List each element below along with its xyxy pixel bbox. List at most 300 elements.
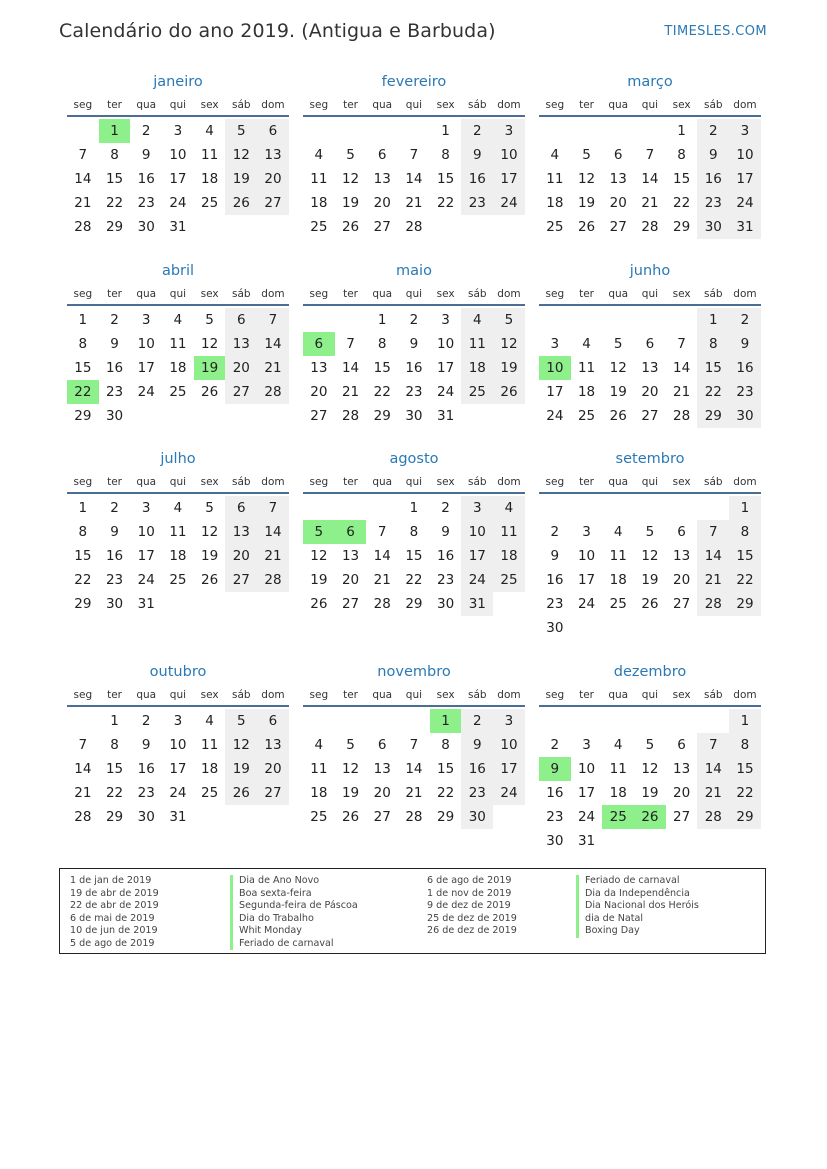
month-11 (303, 662, 525, 829)
day-cell: 14 (74, 171, 92, 187)
day-cell: 4 (550, 147, 560, 163)
day-cell: 21 (373, 572, 391, 588)
day-cell: 12 (201, 524, 219, 540)
day-cell: 26 (341, 219, 360, 235)
weekday-label: qua (136, 689, 157, 701)
day-cell: 20 (310, 384, 328, 400)
day-cell: 28 (405, 809, 423, 825)
day-cell: 20 (673, 572, 691, 588)
day-cell: 11 (609, 761, 627, 777)
weekday-label: qui (405, 476, 423, 488)
day-cell: 10 (729, 143, 761, 167)
empty-cell (666, 308, 698, 332)
day-cell: 26 (577, 219, 596, 235)
month-name: julho (160, 451, 196, 467)
legend-entry: Dia de Ano Novo (230, 875, 358, 888)
day-cell: 30 (546, 620, 564, 636)
weekday-header (303, 95, 525, 117)
empty-cell (67, 119, 99, 143)
weekday-label: sex (436, 99, 455, 111)
day-cell: 17 (169, 171, 187, 187)
day-cell: 28 (257, 380, 289, 404)
legend-entry: Dia do Trabalho (230, 913, 358, 926)
day-cell: 27 (257, 191, 289, 215)
weekday-label: seg (73, 476, 93, 488)
day-cell: 28 (641, 219, 659, 235)
day-cell: 14 (373, 548, 391, 564)
day-cell: 8 (441, 147, 450, 163)
weekday-label: dom (733, 689, 757, 701)
legend-entry: dia de Natal (576, 913, 699, 926)
day-cell: 20 (257, 167, 289, 191)
day-cell: 26 (341, 809, 360, 825)
day-cell: 6 (225, 496, 257, 520)
empty-cell (602, 496, 634, 520)
day-cell: 30 (461, 805, 493, 829)
weekday-label: qua (136, 99, 157, 111)
month-name: setembro (615, 451, 685, 467)
weekday-label: sex (200, 689, 219, 701)
day-cell: 29 (673, 219, 691, 235)
day-cell: 28 (74, 809, 92, 825)
weekday-label: sáb (231, 476, 251, 488)
day-cell: 10 (169, 737, 187, 753)
day-cell: 28 (405, 219, 423, 235)
empty-cell (539, 308, 571, 332)
day-cell: 5 (613, 336, 623, 352)
day-cell: 3 (729, 119, 761, 143)
day-cell: 29 (74, 596, 92, 612)
day-cell: 19 (493, 356, 525, 380)
legend-entry: 1 de nov de 2019 (427, 887, 512, 899)
day-cell: 6 (677, 524, 686, 540)
weekday-header (67, 472, 289, 494)
weekday-label: seg (545, 288, 565, 300)
day-cell: 7 (409, 147, 419, 163)
day-cell: 11 (310, 171, 328, 187)
weekday-label: seg (545, 689, 565, 701)
weekday-label: ter (107, 288, 122, 300)
weekday-label: ter (107, 476, 122, 488)
day-cell: 8 (377, 336, 387, 352)
weekday-label: sáb (703, 99, 723, 111)
day-cell: 26 (609, 408, 627, 424)
day-cell: 9 (729, 332, 761, 356)
day-cell: 16 (461, 757, 493, 781)
day-cell: 22 (673, 195, 691, 211)
day-cell: 25 (310, 219, 328, 235)
day-cell: 24 (437, 384, 455, 400)
day-cell: 12 (577, 171, 596, 187)
day-cell: 25 (310, 809, 328, 825)
day-cell: 9 (409, 336, 419, 352)
day-cell: 4 (205, 123, 214, 139)
day-cell: 10 (493, 733, 525, 757)
weekday-label: qua (372, 689, 393, 701)
day-cell: 2 (697, 119, 729, 143)
day-cell: 7 (78, 737, 88, 753)
day-cell: 18 (201, 171, 219, 187)
day-cell: 24 (577, 809, 596, 825)
day-cell: 17 (577, 785, 596, 801)
day-cell: 30 (437, 596, 455, 612)
day-cell: 30 (137, 219, 155, 235)
day-cell: 23 (461, 191, 493, 215)
holiday-day: 9 (539, 757, 571, 781)
legend-entry: Feriado de carnaval (576, 875, 699, 888)
day-cell: 27 (341, 596, 360, 612)
day-cell: 15 (437, 761, 455, 777)
day-cell: 20 (225, 544, 257, 568)
day-cell: 8 (78, 336, 88, 352)
day-cell: 20 (609, 195, 627, 211)
empty-cell (366, 709, 398, 733)
day-cell: 18 (577, 384, 596, 400)
day-cell: 31 (169, 809, 187, 825)
day-cell: 13 (673, 761, 691, 777)
day-grid (303, 119, 525, 239)
day-cell: 5 (205, 312, 214, 328)
day-cell: 13 (225, 520, 257, 544)
day-cell: 18 (201, 761, 219, 777)
weekday-label: ter (579, 689, 594, 701)
day-cell: 14 (341, 360, 360, 376)
month-name: outubro (149, 664, 207, 680)
day-cell: 26 (201, 384, 219, 400)
weekday-label: qui (405, 99, 423, 111)
day-cell: 3 (461, 496, 493, 520)
empty-cell (335, 709, 367, 733)
day-cell: 15 (105, 171, 124, 187)
day-cell: 10 (577, 548, 596, 564)
day-cell: 16 (546, 785, 564, 801)
day-cell: 29 (105, 219, 124, 235)
weekday-header (539, 284, 761, 306)
weekday-label: dom (261, 689, 285, 701)
day-cell: 18 (310, 785, 328, 801)
day-cell: 2 (141, 713, 151, 729)
day-cell: 12 (310, 548, 328, 564)
day-cell: 11 (461, 332, 493, 356)
day-cell: 25 (201, 195, 219, 211)
weekday-label: sex (672, 99, 691, 111)
day-cell: 29 (74, 408, 92, 424)
day-cell: 14 (257, 332, 289, 356)
day-cell: 18 (609, 572, 627, 588)
month-1 (67, 72, 289, 239)
day-cell: 21 (257, 544, 289, 568)
empty-cell (602, 308, 634, 332)
day-cell: 11 (609, 548, 627, 564)
day-cell: 16 (546, 572, 564, 588)
page-title: Calendário do ano 2019. (Antigua e Barbuda) (59, 20, 496, 42)
day-cell: 23 (405, 384, 423, 400)
day-cell: 3 (173, 123, 183, 139)
day-cell: 13 (673, 548, 691, 564)
day-cell: 9 (110, 524, 119, 540)
month-name: maio (396, 263, 432, 279)
weekday-label: sáb (231, 288, 251, 300)
day-cell: 27 (257, 781, 289, 805)
day-cell: 27 (609, 219, 627, 235)
weekday-label: seg (309, 99, 329, 111)
day-cell: 7 (645, 147, 655, 163)
weekday-label: dom (733, 476, 757, 488)
day-cell: 30 (405, 408, 423, 424)
weekday-label: sáb (467, 288, 487, 300)
brand-link[interactable]: TIMESLES.COM (664, 24, 767, 39)
empty-cell (697, 496, 729, 520)
weekday-label: qua (372, 99, 393, 111)
month-name: janeiro (153, 74, 203, 90)
weekday-label: qua (372, 476, 393, 488)
day-cell: 24 (461, 568, 493, 592)
weekday-label: qua (608, 689, 629, 701)
day-cell: 4 (613, 524, 623, 540)
weekday-label: qui (405, 689, 423, 701)
day-cell: 5 (645, 524, 655, 540)
empty-cell (634, 709, 666, 733)
day-cell: 28 (697, 805, 729, 829)
day-cell: 26 (493, 380, 525, 404)
empty-cell (634, 496, 666, 520)
day-grid (67, 119, 289, 239)
day-cell: 21 (74, 195, 92, 211)
month-name: junho (629, 263, 671, 279)
month-name: novembro (377, 664, 451, 680)
day-cell: 5 (346, 147, 355, 163)
day-cell: 6 (225, 308, 257, 332)
day-cell: 2 (110, 500, 119, 516)
weekday-label: seg (309, 689, 329, 701)
empty-cell (67, 709, 99, 733)
day-cell: 21 (697, 568, 729, 592)
day-cell: 2 (409, 312, 419, 328)
day-cell: 5 (582, 147, 591, 163)
day-cell: 14 (74, 761, 92, 777)
day-cell: 9 (441, 524, 450, 540)
weekday-label: sex (672, 476, 691, 488)
day-cell: 4 (613, 737, 623, 753)
month-10 (67, 662, 289, 829)
day-cell: 11 (169, 336, 187, 352)
day-cell: 15 (74, 548, 92, 564)
legend-entry: 25 de dez de 2019 (427, 912, 517, 924)
day-cell: 18 (461, 356, 493, 380)
day-cell: 21 (641, 195, 659, 211)
day-cell: 24 (169, 195, 187, 211)
weekday-label: qui (169, 689, 187, 701)
day-cell: 20 (257, 757, 289, 781)
weekday-label: qua (608, 476, 629, 488)
day-cell: 1 (697, 308, 729, 332)
day-cell: 9 (461, 733, 493, 757)
legend-dates-col1 (70, 875, 159, 950)
day-cell: 31 (461, 592, 493, 616)
day-cell: 22 (405, 572, 423, 588)
day-cell: 29 (729, 805, 761, 829)
day-cell: 6 (257, 709, 289, 733)
legend-entry: 5 de ago de 2019 (70, 937, 155, 949)
day-cell: 4 (493, 496, 525, 520)
day-cell: 23 (105, 572, 124, 588)
weekday-label: qua (136, 288, 157, 300)
day-cell: 24 (137, 572, 155, 588)
day-cell: 13 (310, 360, 328, 376)
day-cell: 4 (461, 308, 493, 332)
day-grid (67, 496, 289, 616)
day-cell: 10 (461, 520, 493, 544)
day-grid (303, 709, 525, 829)
day-cell: 11 (201, 737, 219, 753)
day-cell: 7 (697, 733, 729, 757)
day-cell: 30 (729, 404, 761, 428)
day-cell: 25 (169, 572, 187, 588)
weekday-label: dom (733, 288, 757, 300)
day-cell: 6 (377, 147, 387, 163)
day-cell: 25 (546, 219, 564, 235)
empty-cell (571, 119, 603, 143)
day-cell: 29 (729, 592, 761, 616)
day-cell: 31 (729, 215, 761, 239)
day-cell: 9 (697, 143, 729, 167)
day-cell: 18 (310, 195, 328, 211)
weekday-label: sáb (467, 476, 487, 488)
day-cell: 18 (609, 785, 627, 801)
day-cell: 26 (225, 191, 257, 215)
legend-names-col2 (576, 875, 699, 938)
day-cell: 12 (341, 171, 360, 187)
month-5 (303, 261, 525, 428)
day-cell: 13 (341, 548, 360, 564)
weekday-label: seg (309, 476, 329, 488)
day-cell: 22 (697, 380, 729, 404)
day-grid (303, 496, 525, 616)
day-grid (67, 308, 289, 428)
day-cell: 5 (225, 709, 257, 733)
legend-entry: Dia da Independência (576, 888, 699, 901)
day-cell: 28 (74, 219, 92, 235)
day-cell: 23 (546, 596, 564, 612)
empty-cell (571, 709, 603, 733)
day-cell: 5 (225, 119, 257, 143)
day-cell: 14 (673, 360, 691, 376)
day-cell: 25 (609, 596, 627, 612)
weekday-label: qua (136, 476, 157, 488)
day-cell: 7 (697, 520, 729, 544)
weekday-label: qua (608, 288, 629, 300)
day-cell: 19 (225, 757, 257, 781)
day-cell: 2 (461, 709, 493, 733)
day-cell: 11 (310, 761, 328, 777)
empty-cell (398, 709, 430, 733)
weekday-label: ter (579, 288, 594, 300)
day-cell: 10 (493, 143, 525, 167)
day-cell: 27 (673, 596, 691, 612)
empty-cell (303, 308, 335, 332)
day-cell: 1 (441, 123, 450, 139)
empty-cell (366, 119, 398, 143)
day-cell: 8 (110, 737, 119, 753)
day-cell: 25 (493, 568, 525, 592)
weekday-label: sex (436, 689, 455, 701)
day-cell: 30 (546, 833, 564, 849)
day-cell: 8 (409, 524, 419, 540)
legend-entry: Dia Nacional dos Heróis (576, 900, 699, 913)
day-cell: 12 (641, 761, 659, 777)
weekday-label: seg (545, 476, 565, 488)
day-cell: 29 (105, 809, 124, 825)
legend-entry: Boa sexta-feira (230, 888, 358, 901)
day-cell: 17 (137, 360, 155, 376)
day-cell: 22 (437, 195, 455, 211)
day-cell: 10 (577, 761, 596, 777)
day-cell: 13 (257, 733, 289, 757)
day-cell: 12 (225, 143, 257, 167)
weekday-header (303, 685, 525, 707)
month-name: março (627, 74, 673, 90)
month-name: dezembro (613, 664, 687, 680)
day-cell: 24 (493, 191, 525, 215)
day-cell: 26 (641, 596, 659, 612)
day-cell: 4 (314, 737, 324, 753)
day-cell: 26 (225, 781, 257, 805)
empty-cell (539, 709, 571, 733)
day-cell: 19 (341, 195, 360, 211)
day-cell: 24 (577, 596, 596, 612)
day-grid (539, 308, 761, 428)
day-cell: 16 (461, 167, 493, 191)
day-cell: 13 (641, 360, 659, 376)
empty-cell (539, 496, 571, 520)
weekday-label: qui (405, 288, 423, 300)
weekday-label: sex (436, 476, 455, 488)
holiday-day: 22 (67, 380, 99, 404)
weekday-label: seg (545, 99, 565, 111)
day-cell: 19 (225, 167, 257, 191)
weekday-label: dom (497, 689, 521, 701)
day-cell: 6 (613, 147, 623, 163)
day-cell: 16 (437, 548, 455, 564)
empty-cell (335, 496, 367, 520)
weekday-label: dom (261, 476, 285, 488)
day-cell: 23 (137, 195, 155, 211)
empty-cell (697, 709, 729, 733)
month-name: agosto (389, 451, 439, 467)
legend-entry: 26 de dez de 2019 (427, 925, 517, 936)
day-cell: 11 (201, 147, 219, 163)
day-cell: 19 (641, 572, 659, 588)
day-cell: 13 (373, 171, 391, 187)
legend-dates-col2 (427, 875, 517, 938)
weekday-label: ter (107, 689, 122, 701)
day-cell: 5 (205, 500, 214, 516)
day-cell: 27 (673, 809, 691, 825)
weekday-label: sáb (231, 689, 251, 701)
day-cell: 4 (582, 336, 591, 352)
day-cell: 27 (641, 408, 659, 424)
holiday-day: 25 (602, 805, 634, 829)
day-cell: 30 (105, 408, 124, 424)
weekday-label: ter (579, 99, 594, 111)
day-cell: 30 (137, 809, 155, 825)
empty-cell (335, 308, 367, 332)
day-cell: 23 (105, 384, 124, 400)
day-cell: 23 (461, 781, 493, 805)
empty-cell (303, 119, 335, 143)
month-9 (539, 449, 761, 640)
empty-cell (303, 496, 335, 520)
